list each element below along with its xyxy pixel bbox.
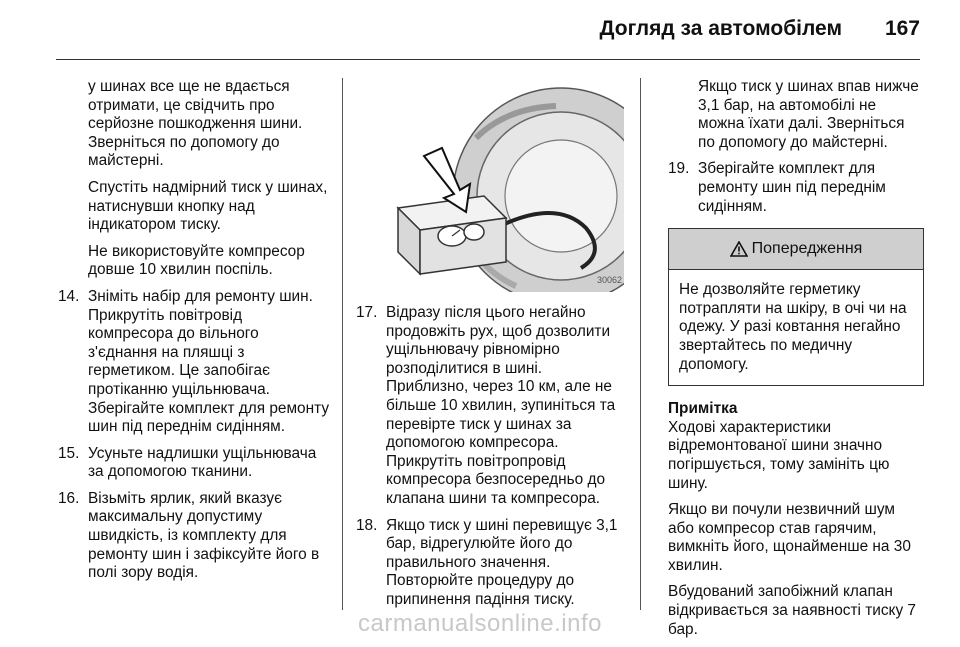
header-rule [56,59,920,60]
step-16 [58,490,330,583]
column-divider [342,78,343,610]
note-title: Примітка [668,400,738,418]
note-paragraph: Ходові характеристики відремонтованої шини значно погіршується, тому замініть цю шину. [668,418,890,492]
figure-code: 30062 [596,275,622,286]
note-paragraph: Якщо ви почули незвичний шум або компресор став гарячим, вимкніть його, щонайменше на 30 хвилин. [668,501,911,574]
column-1 [58,78,330,591]
column-2 [356,78,626,618]
step-number: 18. [356,516,378,534]
paragraph: Не використовуйте компресор довше 10 хвилин поспіль. [88,242,305,279]
step-text: Зберігайте комплект для ремонту шин під переднім сидінням. [698,160,886,215]
tire-compressor-drawing [356,78,624,292]
page-number: 167 [884,17,920,40]
page-header [0,0,960,62]
paragraph: Якщо тиск у шинах впав нижче 3,1 бар, на автомобілі не можна їхати далі. Зверніться по допомогу до майстерні. [698,78,919,151]
step-number: 17. [356,304,378,321]
step-17 [356,304,626,509]
note-paragraph: Вбудований запобіжний клапан відкривається за наявності тиску 7 бар. [668,583,916,638]
compressor-illustration [356,78,624,292]
paragraph: Спустіть надмірний тиск у шинах, натиснувши кнопку над індикатором тиску. [88,178,328,234]
step-number: 19. [668,160,690,178]
step-text: Усуньте надлишки ущільнювача за допомогою тканини. [88,444,317,481]
step-number: 15. [58,444,80,462]
step-text: Якщо тиск у шині перевищує 3,1 бар, відрегулюйте його до правильного значення. Повторюйте процедуру до припинення падіння тиску. [386,516,618,608]
warning-triangle-icon [730,241,748,257]
watermark: carmanualsonline.info [358,610,602,637]
step-text: Візьміть ярлик, який вказує максимальну допустиму швидкість, із комплекту для ремонту шин і зафіксуйте його в полі зору водія. [88,489,320,582]
warning-box [668,228,924,386]
paragraph: у шинах все ще не вдається отримати, це свідчить про серйозне пошкодження шини. Зверніться по допомогу до майстерні. [88,78,303,170]
warning-header [669,229,923,270]
warning-text: Не дозволяйте герметику потрапляти на шкіру, в очі чи на одежу. У разі ковтання негайно звертайтесь по медичну допомогу. [679,281,907,373]
step-text: Зніміть набір для ремонту шин. Прикрутіть повітровід компресора до вільного з'єднання на пляшці з герметиком. Це запобігає протіканню ущільнювача. Зберігайте комплект для ремонту шин під переднім сидінням. [88,287,330,436]
step-15 [58,445,330,482]
warning-title: Попередження [751,239,863,257]
step-19 [668,160,924,216]
step-18 [356,517,626,610]
step-text: Відразу після цього негайно продовжіть рух, щоб дозволити ущільнювачу рівномірно розподілитися в шині. Приблизно, через 10 км, але не більше 10 хвилин, зупиніться та перевірте тиск у шинах за допомогою компресора. Прикрутіть повітропровід компресора безпосередньо до клапана шини та компресора. [386,304,616,507]
step-number: 16. [58,489,80,507]
column-divider [640,78,641,610]
step-number: 14. [58,287,80,305]
step-14 [58,288,330,437]
header-title: Догляд за автомобілем [599,17,842,40]
column-3 [668,78,924,647]
